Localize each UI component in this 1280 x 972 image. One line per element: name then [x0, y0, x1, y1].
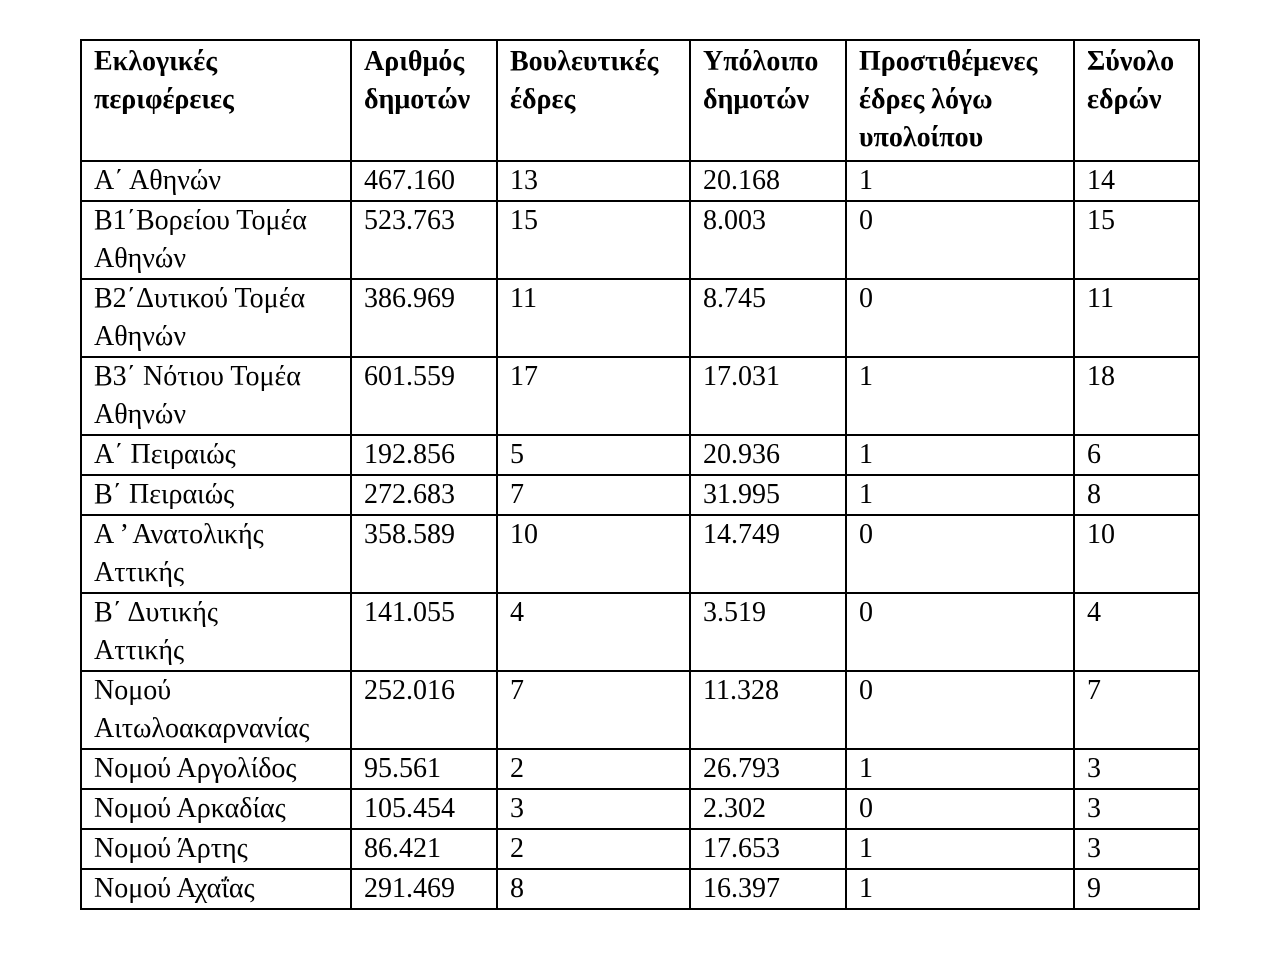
header-row — [81, 40, 1199, 161]
cell-line: 14.749 — [703, 519, 780, 550]
cell-line: 1 — [859, 439, 873, 470]
cell-line: Νομού Άρτης — [94, 833, 248, 864]
cell-line: 0 — [859, 519, 873, 550]
cell-line: 10 — [1087, 519, 1115, 550]
header-line: Αριθμός — [364, 46, 465, 77]
cell-line: 11 — [1087, 283, 1114, 314]
cell-line: 16.397 — [703, 873, 780, 904]
cell-line: Νομού Αργολίδος — [94, 753, 297, 784]
table-row — [81, 201, 1199, 279]
cell-line: 4 — [510, 597, 524, 628]
cell-citizens — [351, 789, 497, 829]
cell-line: 3 — [510, 793, 524, 824]
cell-line: 386.969 — [364, 283, 455, 314]
cell-seats — [497, 829, 690, 869]
cell-district — [81, 201, 351, 279]
cell-remainder — [690, 357, 846, 435]
cell-district — [81, 435, 351, 475]
cell-line: Αθηνών — [94, 321, 187, 352]
header-line: Υπόλοιπο — [703, 46, 819, 77]
cell-seats — [497, 515, 690, 593]
cell-line: Β΄ Δυτικής — [94, 597, 218, 628]
cell-citizens — [351, 869, 497, 909]
header-line: εδρών — [1087, 84, 1162, 115]
cell-total-seats — [1074, 671, 1199, 749]
header-line: Βουλευτικές — [510, 46, 659, 77]
cell-line: 3 — [1087, 833, 1101, 864]
cell-total-seats — [1074, 749, 1199, 789]
cell-seats — [497, 279, 690, 357]
cell-line: 358.589 — [364, 519, 455, 550]
cell-citizens — [351, 829, 497, 869]
cell-line: 8 — [510, 873, 524, 904]
table-row — [81, 593, 1199, 671]
cell-line: Αττικής — [94, 635, 185, 666]
cell-added-seats — [846, 475, 1074, 515]
table-row — [81, 515, 1199, 593]
cell-line: 6 — [1087, 439, 1101, 470]
header-cell-seats — [497, 40, 690, 161]
header-line: δημοτών — [364, 84, 471, 115]
cell-seats — [497, 201, 690, 279]
header-line: έδρες λόγω — [859, 84, 993, 115]
cell-line: 291.469 — [364, 873, 455, 904]
cell-district — [81, 475, 351, 515]
cell-total-seats — [1074, 357, 1199, 435]
cell-remainder — [690, 161, 846, 201]
table-row — [81, 829, 1199, 869]
cell-citizens — [351, 749, 497, 789]
cell-added-seats — [846, 201, 1074, 279]
cell-total-seats — [1074, 869, 1199, 909]
cell-added-seats — [846, 593, 1074, 671]
cell-line: Α ’ Ανατολικής — [94, 519, 264, 550]
cell-total-seats — [1074, 475, 1199, 515]
cell-line: 3 — [1087, 753, 1101, 784]
cell-citizens — [351, 201, 497, 279]
cell-citizens — [351, 161, 497, 201]
cell-total-seats — [1074, 435, 1199, 475]
cell-remainder — [690, 869, 846, 909]
cell-line: 1 — [859, 361, 873, 392]
table-row — [81, 161, 1199, 201]
cell-line: 31.995 — [703, 479, 780, 510]
cell-line: 0 — [859, 597, 873, 628]
cell-added-seats — [846, 671, 1074, 749]
table-row — [81, 671, 1199, 749]
cell-line: 0 — [859, 205, 873, 236]
cell-line: 3 — [1087, 793, 1101, 824]
cell-district — [81, 279, 351, 357]
cell-line: 7 — [510, 675, 524, 706]
cell-line: 86.421 — [364, 833, 441, 864]
cell-line: 0 — [859, 675, 873, 706]
table-row — [81, 869, 1199, 909]
cell-citizens — [351, 279, 497, 357]
cell-line: 3.519 — [703, 597, 766, 628]
cell-line: Αττικής — [94, 557, 185, 588]
cell-total-seats — [1074, 161, 1199, 201]
cell-added-seats — [846, 749, 1074, 789]
cell-seats — [497, 593, 690, 671]
cell-total-seats — [1074, 201, 1199, 279]
cell-line: 601.559 — [364, 361, 455, 392]
cell-citizens — [351, 515, 497, 593]
cell-citizens — [351, 475, 497, 515]
header-cell-citizens — [351, 40, 497, 161]
cell-line: 17 — [510, 361, 538, 392]
cell-total-seats — [1074, 789, 1199, 829]
header-cell-district — [81, 40, 351, 161]
cell-line: 4 — [1087, 597, 1101, 628]
cell-remainder — [690, 671, 846, 749]
cell-seats — [497, 357, 690, 435]
cell-line: 17.031 — [703, 361, 780, 392]
cell-line: 5 — [510, 439, 524, 470]
cell-line: 20.936 — [703, 439, 780, 470]
cell-remainder — [690, 749, 846, 789]
cell-seats — [497, 161, 690, 201]
cell-line: 2.302 — [703, 793, 766, 824]
header-line: δημοτών — [703, 84, 810, 115]
cell-added-seats — [846, 435, 1074, 475]
cell-line: 10 — [510, 519, 538, 550]
cell-district — [81, 869, 351, 909]
cell-added-seats — [846, 357, 1074, 435]
cell-line: 11 — [510, 283, 537, 314]
cell-added-seats — [846, 161, 1074, 201]
cell-line: Νομού — [94, 675, 172, 706]
cell-line: 0 — [859, 283, 873, 314]
cell-citizens — [351, 671, 497, 749]
electoral-districts-table — [80, 39, 1200, 910]
cell-line: 11.328 — [703, 675, 779, 706]
cell-added-seats — [846, 515, 1074, 593]
cell-remainder — [690, 593, 846, 671]
cell-remainder — [690, 435, 846, 475]
header-line: Σύνολο — [1087, 46, 1175, 77]
cell-remainder — [690, 475, 846, 515]
cell-line: Β΄ Πειραιώς — [94, 479, 235, 510]
cell-added-seats — [846, 869, 1074, 909]
cell-line: Αθηνών — [94, 399, 187, 430]
header-line: έδρες — [510, 84, 576, 115]
cell-line: 252.016 — [364, 675, 455, 706]
cell-line: 467.160 — [364, 165, 455, 196]
table-row — [81, 749, 1199, 789]
table-header — [81, 40, 1199, 161]
cell-line: 1 — [859, 873, 873, 904]
cell-seats — [497, 435, 690, 475]
cell-line: 15 — [1087, 205, 1115, 236]
cell-district — [81, 593, 351, 671]
header-cell-remainder — [690, 40, 846, 161]
table-row — [81, 279, 1199, 357]
cell-line: 1 — [859, 479, 873, 510]
cell-line: Β1΄Βορείου Τομέα — [94, 205, 307, 236]
cell-line: 523.763 — [364, 205, 455, 236]
cell-line: 1 — [859, 753, 873, 784]
cell-line: 20.168 — [703, 165, 780, 196]
cell-added-seats — [846, 789, 1074, 829]
cell-line: 7 — [510, 479, 524, 510]
cell-remainder — [690, 201, 846, 279]
cell-line: 9 — [1087, 873, 1101, 904]
header-line: Εκλογικές — [94, 46, 218, 77]
cell-district — [81, 357, 351, 435]
cell-remainder — [690, 789, 846, 829]
header-line: Προστιθέμενες — [859, 46, 1038, 77]
table-row — [81, 435, 1199, 475]
cell-line: 8.003 — [703, 205, 766, 236]
cell-line: Α΄ Πειραιώς — [94, 439, 236, 470]
cell-citizens — [351, 593, 497, 671]
cell-line: Νομού Αχαΐας — [94, 873, 255, 904]
cell-added-seats — [846, 829, 1074, 869]
cell-line: 141.055 — [364, 597, 455, 628]
cell-seats — [497, 671, 690, 749]
cell-line: 105.454 — [364, 793, 455, 824]
cell-line: 2 — [510, 753, 524, 784]
cell-line: Β3΄ Νότιου Τομέα — [94, 361, 301, 392]
cell-line: 13 — [510, 165, 538, 196]
table-body — [81, 161, 1199, 909]
cell-remainder — [690, 515, 846, 593]
cell-line: 26.793 — [703, 753, 780, 784]
cell-line: 1 — [859, 165, 873, 196]
cell-line: 2 — [510, 833, 524, 864]
cell-district — [81, 829, 351, 869]
cell-seats — [497, 869, 690, 909]
cell-line: 18 — [1087, 361, 1115, 392]
cell-line: Αθηνών — [94, 243, 187, 274]
cell-line: 95.561 — [364, 753, 441, 784]
cell-line: Β2΄Δυτικού Τομέα — [94, 283, 306, 314]
cell-seats — [497, 475, 690, 515]
header-cell-total-seats — [1074, 40, 1199, 161]
header-line: υπολοίπου — [859, 122, 984, 153]
cell-district — [81, 789, 351, 829]
cell-line: 17.653 — [703, 833, 780, 864]
table-row — [81, 789, 1199, 829]
cell-added-seats — [846, 279, 1074, 357]
cell-citizens — [351, 357, 497, 435]
cell-total-seats — [1074, 279, 1199, 357]
table-row — [81, 475, 1199, 515]
cell-line: 8.745 — [703, 283, 766, 314]
cell-district — [81, 515, 351, 593]
cell-line: Α΄ Αθηνών — [94, 165, 222, 196]
cell-district — [81, 671, 351, 749]
cell-citizens — [351, 435, 497, 475]
cell-line: 15 — [510, 205, 538, 236]
cell-total-seats — [1074, 593, 1199, 671]
cell-line: 7 — [1087, 675, 1101, 706]
cell-remainder — [690, 829, 846, 869]
cell-line: 1 — [859, 833, 873, 864]
cell-line: 8 — [1087, 479, 1101, 510]
header-line: περιφέρειες — [94, 84, 234, 115]
cell-seats — [497, 749, 690, 789]
cell-seats — [497, 789, 690, 829]
table-row — [81, 357, 1199, 435]
cell-total-seats — [1074, 829, 1199, 869]
cell-district — [81, 749, 351, 789]
cell-line: 272.683 — [364, 479, 455, 510]
cell-total-seats — [1074, 515, 1199, 593]
cell-district — [81, 161, 351, 201]
header-cell-added-seats — [846, 40, 1074, 161]
cell-line: Αιτωλοακαρνανίας — [94, 713, 310, 744]
cell-line: Νομού Αρκαδίας — [94, 793, 286, 824]
cell-line: 0 — [859, 793, 873, 824]
cell-remainder — [690, 279, 846, 357]
cell-line: 192.856 — [364, 439, 455, 470]
cell-line: 14 — [1087, 165, 1115, 196]
